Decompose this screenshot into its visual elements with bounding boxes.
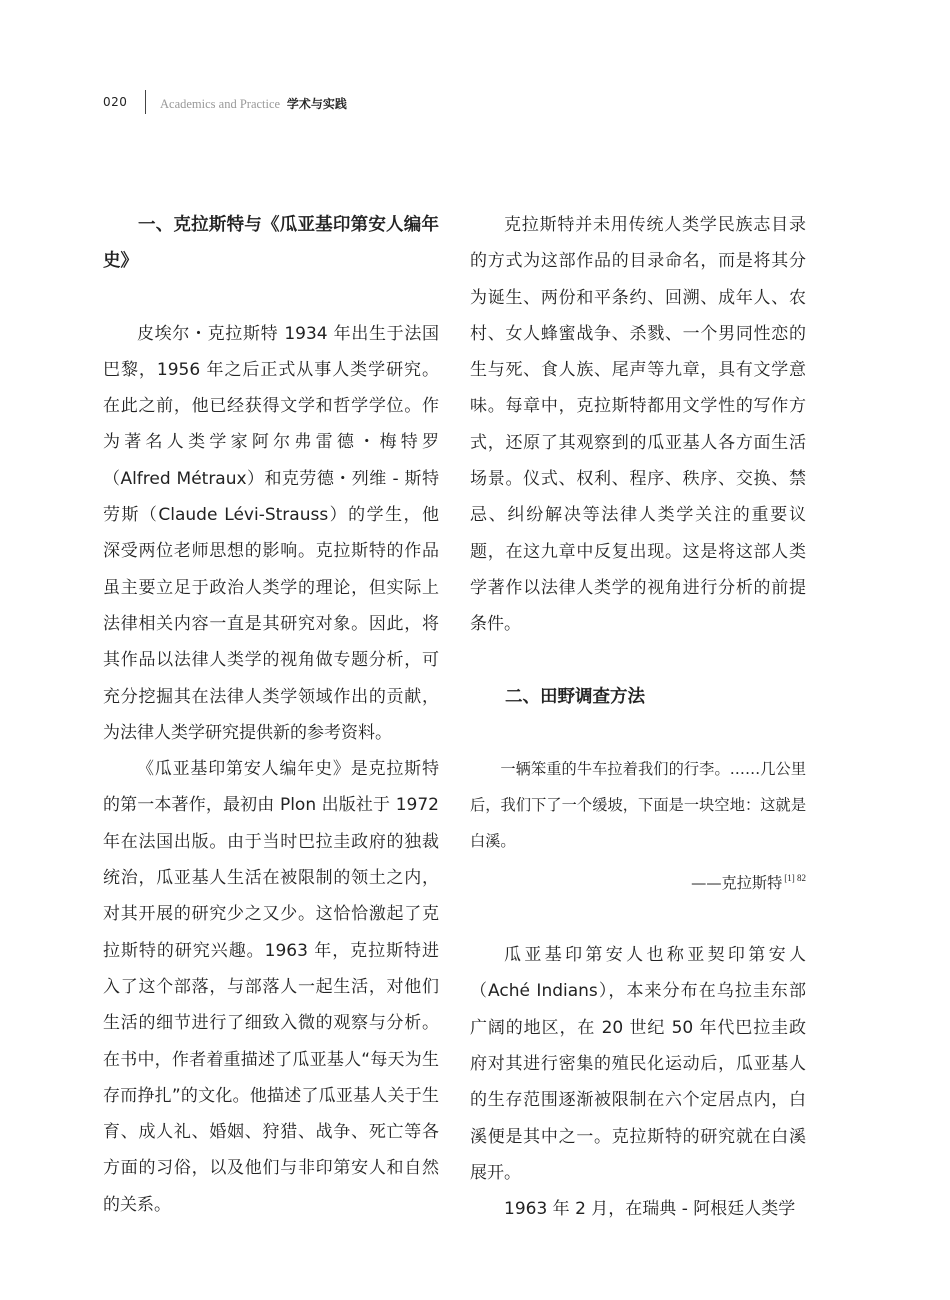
paragraph: 克拉斯特并未用传统人类学民族志目录的方式为这部作品的目录命名，而是将其分为诞生、两份和平条约、回溯、成年人、农村、女人蜂蜜战争、杀戮、一个男同性恋的生与死、食人族、尾声等九章，具有文学意味。每章中，克拉斯特都用文学性的写作方式，还原了其观察到的瓜亚基人各方面生活场景。仪式、权利、程序、秩序、交换、禁忌、纠纷解决等法律人类学关注的重要议题，在这九章中反复出现。这是将这部人类学著作以法律人类学的视角进行分析的前提条件。 [470,215,806,635]
paragraph: 皮埃尔・克拉斯特 1934 年出生于法国巴黎，1956 年之后正式从事人类学研究。在此之前，他已经获得文学和哲学学位。作为著名人类学家阿尔弗雷德・梅特罗（Alfred Métraux）和克劳德・列维 - 斯特劳斯（Claude Lévi-Strauss）的学生，他深受两位老师思想的影响。克拉斯特的作品虽主要立足于政治人类学的理论，但实际上法律相关内容一直是其研究对象。因此，将其作品以法律人类学的视角做专题分析，可充分挖掘其在法律人类学领域作出的贡献，为法律人类学研究提供新的参考资料。 [103,323,439,743]
journal-title-zh: 学术与实践 [286,97,347,111]
page-number: 020 [103,95,128,109]
paragraph: 《瓜亚基印第安人编年史》是克拉斯特的第一本著作，最初由 Plon 出版社于 1972 年在法国出版。由于当时巴拉圭政府的独裁统治，瓜亚基人生活在被限制的领土之内，对其开展的研究少之又少。这恰恰激起了克拉斯特的研究兴趣。1963 年，克拉斯特进入了这个部落，与部落人一起生活，对他们生活的细节进行了细致入微的观察与分析。在书中，作者着重描述了瓜亚基人“每天为生存而挣扎”的文化。他描述了瓜亚基人关于生育、成人礼、婚姻、狩猎、战争、死亡等各方面的习俗，以及他们与非印第安人和自然的关系。 [103,759,439,1215]
citation-ref: [1] 82 [784,872,806,883]
spacer [103,280,439,316]
section-1-heading: 一、克拉斯特与《瓜亚基印第安人编年史》 [103,215,439,272]
right-column [470,207,806,1227]
quote-author: ——克拉斯特 [691,873,783,892]
block-quote: 一辆笨重的牛车拉着我们的行李。……几公里后，我们下了一个缓坡，下面是一块空地：这就是白溪。 [470,759,806,851]
spacer [470,715,806,751]
left-column [103,207,439,1223]
spacer [470,643,806,679]
section-2-heading: 二、田野调查方法 [505,686,645,707]
quote-attribution [470,860,806,901]
journal-title [160,95,347,112]
paragraph: 1963 年 2 月，在瑞典 - 阿根廷人类学 [504,1199,796,1220]
journal-title-en: Academics and Practice [160,97,281,111]
paragraph: 瓜亚基印第安人也称亚契印第安人（Aché Indians），本来分布在乌拉圭东部广阔的地区，在 20 世纪 50 年代巴拉圭政府对其进行密集的殖民化运动后，瓜亚基人的生存范围逐渐被限制在六个定居点内，白溪便是其中之一。克拉斯特的研究就在白溪展开。 [470,945,806,1183]
header-divider [145,90,146,114]
spacer [470,901,806,937]
